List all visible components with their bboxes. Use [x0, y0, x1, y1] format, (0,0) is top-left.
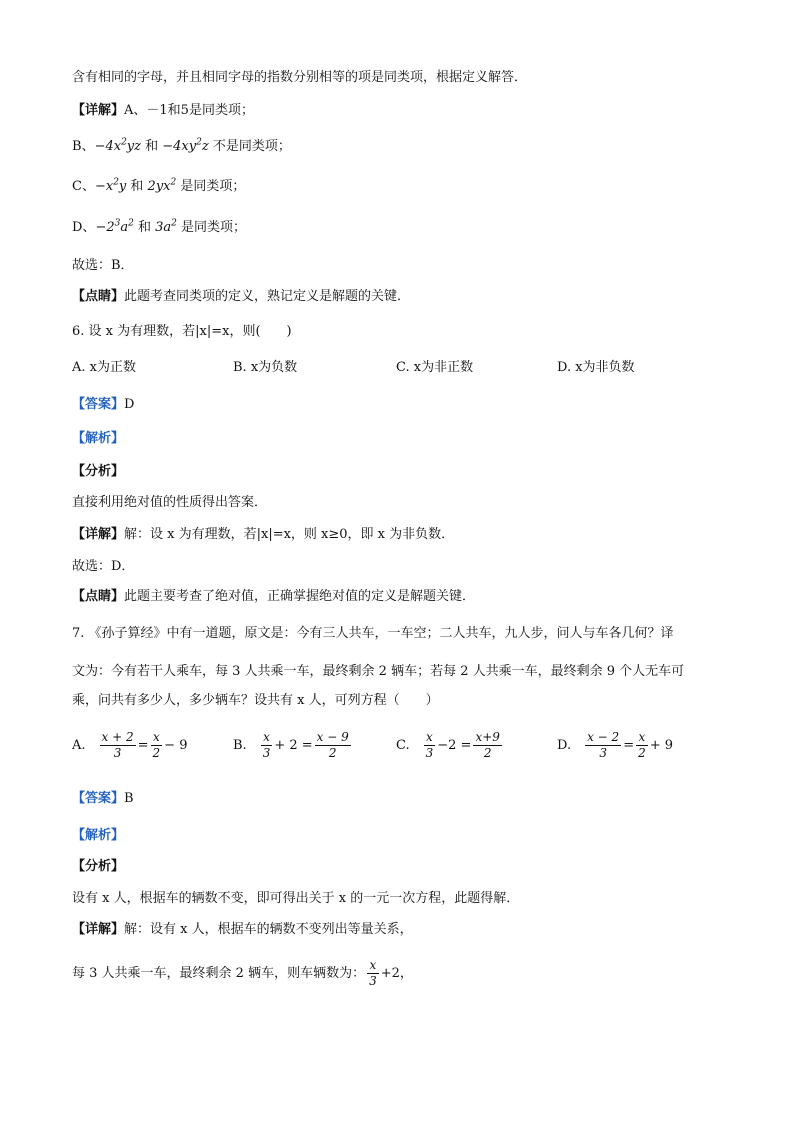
q7-stem-line-3: 乘，问共有多少人，多少辆车？设共有 x 人，可列方程（ ） — [72, 693, 439, 708]
option-mid: −2 = — [437, 738, 472, 753]
q7-analysis-tag — [72, 826, 124, 846]
q6-analysis-tag — [72, 429, 124, 449]
option-label: C. — [396, 738, 410, 753]
q6-detail — [72, 525, 454, 545]
option-label: D. — [557, 738, 572, 753]
fenxi-tag: 【分析】 — [72, 464, 125, 479]
q7-stem-line-1: 7. 《孙子算经》中有一道题，原文是：今有三人共车，一车空；二人共车，九人步，问人与车各几何？译 — [72, 626, 674, 641]
q6-fenxi-tag — [72, 462, 124, 482]
detail-tag: 【详解】 — [72, 527, 125, 542]
q6-stem: 6. 设 x 为有理数，若|x|=x，则( ) — [72, 324, 292, 339]
fraction: $\frac{x}{3}$ — [262, 730, 271, 760]
q6-choose: 故选：D． — [72, 559, 135, 574]
q5-b-term1: $-4x^2yz$ — [94, 137, 141, 154]
q6-option-a: A. x为正数 — [72, 360, 136, 375]
q5-comment-text: 此题考查同类项的定义，熟记定义是解题的关键． — [124, 289, 411, 304]
equals-sign: = — [623, 738, 635, 753]
q5-choose: 故选：B． — [72, 258, 134, 273]
option-tail: − 9 — [164, 738, 188, 753]
q5-c-prefix: C、 — [72, 179, 95, 194]
q6-answer — [72, 395, 134, 415]
q6-fenxi: 直接利用绝对值的性质得出答案． — [72, 495, 268, 510]
q7-detail-text: 解：设有 x 人，根据车的辆数不变列出等量关系， — [124, 922, 413, 937]
q7-option-d — [557, 730, 673, 761]
q5-d-prefix: D、 — [72, 220, 96, 235]
q5-detail-a — [72, 101, 254, 121]
q6-option-b: B. x为负数 — [233, 360, 298, 375]
q6-detail-text: 解：设 x 为有理数，若|x|=x，则 x≥0，即 x 为非负数． — [124, 527, 455, 542]
q7-fenxi: 设有 x 人，根据车的辆数不变，即可得出关于 x 的一元一次方程，此题得解． — [72, 891, 520, 906]
q7-fenxi-tag — [72, 857, 124, 877]
option-tail: + 9 — [649, 738, 674, 753]
detail-tag: 【详解】 — [72, 922, 125, 937]
q7-last-text: 每 3 人共乘一车，最终剩余 2 辆车，则车辆数为： — [72, 965, 366, 981]
q7-answer-value: B — [124, 791, 134, 806]
option-label: A. — [72, 738, 86, 753]
q5-d-term1: $-2^3a^2$ — [95, 218, 134, 235]
fraction: $\frac{x+9}{2}$ — [475, 730, 500, 760]
comment-tag: 【点睛】 — [72, 589, 125, 604]
q5-d-suffix: 是同类项； — [176, 220, 247, 235]
q5-c-term1: $-x^2y$ — [94, 177, 127, 194]
q7-answer — [72, 789, 134, 809]
q5-d-term2: $3a^2$ — [155, 218, 177, 235]
q5-c-suffix: 是同类项； — [176, 179, 246, 194]
q7-option-b — [233, 730, 353, 761]
q5-b-term2: $-4xy^2z$ — [162, 137, 209, 154]
q6-comment-text: 此题主要考查了绝对值，正确掌握绝对值的定义是解题关键． — [124, 589, 476, 604]
analysis-tag: 【解析】 — [72, 431, 125, 446]
fraction: $\frac{x}{2}$ — [638, 730, 646, 760]
q7-option-c — [396, 730, 504, 761]
q5-intro: 含有相同的字母，并且相同字母的指数分别相等的项是同类项，根据定义解答． — [72, 70, 528, 85]
fraction: $\frac{x}{3}$ — [425, 730, 434, 760]
q5-detail-b — [72, 137, 291, 157]
q5-detail-d — [72, 218, 246, 238]
q5-detail-c — [72, 177, 245, 197]
answer-tag: 【答案】 — [72, 397, 125, 412]
q7-last-line — [72, 958, 413, 989]
fraction: $\frac{x}{2}$ — [152, 730, 161, 760]
q6-option-d: D. x为非负数 — [557, 360, 635, 375]
q7-stem-line-2: 文为：今有若干人乘车，每 3 人共乘一车，最终剩余 2 辆车；若每 2 人共乘一车，最终剩余 9 个人无车可 — [72, 664, 685, 679]
q5-c-term2: $2yx^2$ — [147, 177, 177, 194]
q6-comment — [72, 587, 475, 607]
q6-option-c: C. x为非正数 — [396, 360, 474, 375]
fraction: $\frac{x + 2}{3}$ — [101, 730, 134, 760]
q6-answer-value: D — [124, 397, 135, 412]
q7-last-tail: +2， — [380, 965, 413, 981]
detail-tag: 【详解】 — [72, 103, 125, 118]
q5-b-and: 和 — [141, 139, 163, 154]
fenxi-tag: 【分析】 — [72, 859, 125, 874]
fraction: $\frac{x - 2}{3}$ — [587, 730, 620, 760]
q5-comment — [72, 287, 410, 307]
q5-b-suffix: 不是同类项； — [208, 139, 291, 154]
q5-detail-a-text: A、－1和5是同类项； — [124, 103, 254, 118]
option-mid: + 2 = — [274, 738, 313, 753]
answer-tag: 【答案】 — [72, 791, 125, 806]
option-label: B. — [233, 738, 247, 753]
equals-sign: = — [137, 738, 149, 753]
q5-c-and: 和 — [126, 179, 148, 194]
fraction: $\frac{x - 9}{2}$ — [316, 730, 349, 760]
q5-b-prefix: B、 — [72, 139, 95, 154]
q7-option-a — [72, 730, 187, 761]
comment-tag: 【点睛】 — [72, 289, 125, 304]
fraction: $\frac{x}{3}$ — [369, 958, 377, 988]
q5-d-and: 和 — [133, 220, 156, 235]
q7-detail — [72, 920, 413, 940]
analysis-tag: 【解析】 — [72, 828, 125, 843]
